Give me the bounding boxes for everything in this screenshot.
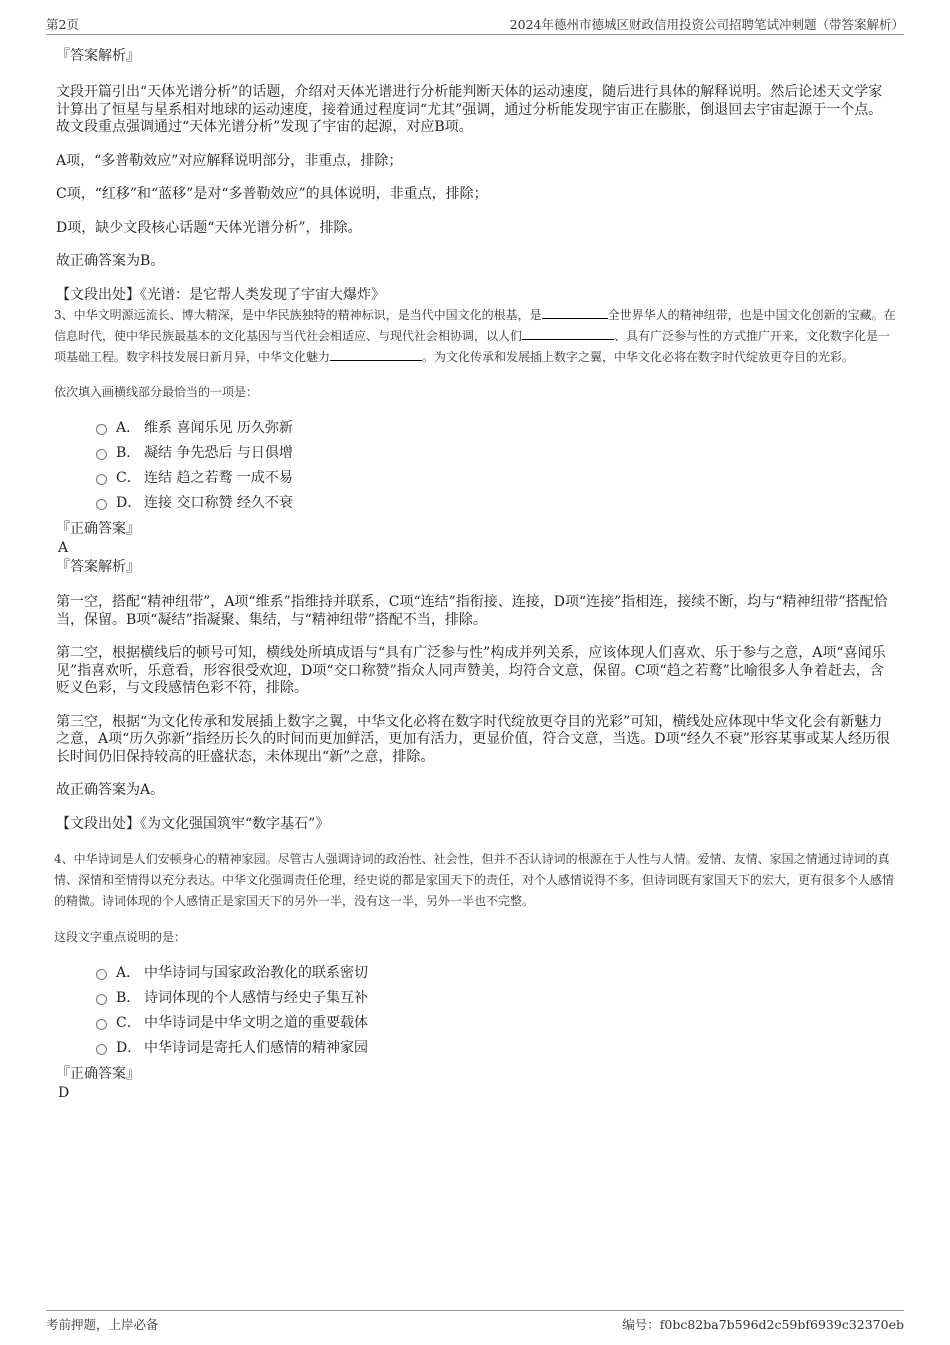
page-footer <box>46 1310 904 1333</box>
q2-analysis-option-a: A项，“多普勒效应”对应解释说明部分，非重点，排除； <box>56 152 403 169</box>
q3-blank-1 <box>542 306 608 319</box>
radio-button[interactable] <box>96 969 107 980</box>
footer-slogan: 考前押题，上岸必备 <box>46 1317 159 1332</box>
q3-answer-label: 『正确答案』 <box>56 521 140 537</box>
radio-button[interactable] <box>96 449 107 460</box>
q3-option-d[interactable]: D． 连接 交口称赞 经久不衰 <box>96 491 896 516</box>
radio-button[interactable] <box>96 499 107 510</box>
page-content <box>56 44 896 1102</box>
q3-analysis-label: 『答案解析』 <box>56 559 140 575</box>
q3-question-text: 3、中华文明源远流长、博大精深，是中华民族独特的精神标识，是当代中国文化的根基，是 全世界华人的精神纽带，也是中国文化创新的宝藏。在信息时代，使中华民族最基本的文化基因与当代社会相适应、与现代社会相协调，以人们 、具有广泛参与性的方式推广开来，文化数字化是一项基础工程。数字科技发展日新月异，中华文化魅力 。为文化传承和发展插上数字之翼，中华文化必将在数字时代绽放更夺目的光彩。 <box>54 308 896 364</box>
q3-blank-2 <box>522 327 614 340</box>
q2-analysis-paragraph: 文段开篇引出“天体光谱分析”的话题，介绍对天体光谱进行分析能判断天体的运动速度，随后进行具体的解释说明。然后论述天文学家计算出了恒星与星系相对地球的运动速度，接着通过程度词“尤其”强调，通过分析能发现宇宙正在膨胀，倒退回去宇宙起源于一个点。故文段重点强调通过“天体光谱分析”发现了宇宙的起源，对应B项。 <box>56 84 883 135</box>
q4-option-c[interactable]: C． 中华诗词是中华文明之道的重要载体 <box>96 1011 896 1036</box>
q3-prompt: 依次填入画横线部分最恰当的一项是： <box>54 385 259 399</box>
q3-option-c[interactable]: C． 连结 趋之若鹜 一成不易 <box>96 466 896 491</box>
q3-blank-3 <box>330 348 422 361</box>
q4-option-a[interactable]: A． 中华诗词与国家政治教化的联系密切 <box>96 961 896 986</box>
q2-analysis-option-c: C项，“红移”和“蓝移”是对“多普勒效应”的具体说明，非重点，排除； <box>56 186 488 202</box>
q4-options <box>56 961 896 1061</box>
q3-answer: A <box>58 540 69 556</box>
q4-prompt: 这段文字重点说明的是： <box>54 930 187 944</box>
document-title: 2024年德州市德城区财政信用投资公司招聘笔试冲刺题（带答案解析） <box>509 17 904 32</box>
q4-option-b[interactable]: B． 诗词体现的个人感情与经史子集互补 <box>96 986 896 1011</box>
q3-analysis-blank-2: 第二空，根据横线后的顿号可知，横线处所填成语与“具有广泛参与性”构成并列关系，应该体现人们喜欢、乐于参与之意，A项“喜闻乐见”指喜欢听，乐意看，形容很受欢迎，D项“交口称赞”指众人同声赞美，均符合文意，保留。C项“趋之若鹜”比喻很多人争着赶去，含贬义色彩，与文段感情色彩不符，排除。 <box>56 645 886 696</box>
radio-button[interactable] <box>96 424 107 435</box>
radio-button[interactable] <box>96 994 107 1005</box>
page-number: 第2页 <box>46 17 79 32</box>
q3-options <box>56 416 896 516</box>
q2-analysis-label: 『答案解析』 <box>56 48 140 64</box>
q4-question-text: 4、中华诗词是人们安顿身心的精神家园。尽管古人强调诗词的政治性、社会性，但并不否认诗词的根源在于人性与人情。爱情、友情、家国之情通过诗词的真情、深情和至情得以充分表达。中华文化强调责任伦理，经史说的都是家国天下的责任，对个人感情说得不多，但诗词既有家国天下的宏大，更有很多个人感情的精微。诗词体现的个人感情正是家国天下的另外一半，没有这一半，另外一半也不完整。 <box>54 852 895 908</box>
radio-button[interactable] <box>96 1019 107 1030</box>
q4-answer: D <box>58 1085 70 1101</box>
q4-answer-label: 『正确答案』 <box>56 1066 140 1082</box>
document-id: 编号：f0bc82ba7b596d2c59bf6939c32370eb <box>622 1317 904 1332</box>
q3-option-b[interactable]: B． 凝结 争先恐后 与日俱增 <box>96 441 896 466</box>
q3-option-a[interactable]: A． 维系 喜闻乐见 历久弥新 <box>96 416 896 441</box>
q2-analysis-option-d: D项，缺少文段核心话题“天体光谱分析”，排除。 <box>56 219 362 236</box>
radio-button[interactable] <box>96 474 107 485</box>
page-header <box>46 12 904 35</box>
q3-source: 【文段出处】《为文化强国筑牢“数字基石”》 <box>56 815 330 832</box>
radio-button[interactable] <box>96 1044 107 1055</box>
q3-conclusion: 故正确答案为A。 <box>56 782 165 798</box>
q2-conclusion: 故正确答案为B。 <box>56 253 165 269</box>
q3-analysis-blank-1: 第一空，搭配“精神纽带”，A项“维系”指维持并联系，C项“连结”指衔接、连接，D项“连接”指相连，接续不断，均与“精神纽带”搭配恰当，保留。B项“凝结”指凝聚、集结，与“精神纽带”搭配不当，排除。 <box>56 594 888 628</box>
q4-option-d[interactable]: D． 中华诗词是寄托人们感情的精神家园 <box>96 1036 896 1061</box>
q3-analysis-blank-3: 第三空，根据“为文化传承和发展插上数字之翼，中华文化必将在数字时代绽放更夺目的光彩”可知，横线处应体现中华文化会有新魅力之意，A项“历久弥新”指经历长久的时间而更加鲜活，更加有活力，更显价值，符合文意，当选。D项“经久不衰”形容某事或某人经历很长时间仍旧保持较高的旺盛状态，未体现出“新”之意，排除。 <box>56 713 890 765</box>
q2-source: 【文段出处】《光谱：是它帮人类发现了宇宙大爆炸》 <box>56 286 385 303</box>
